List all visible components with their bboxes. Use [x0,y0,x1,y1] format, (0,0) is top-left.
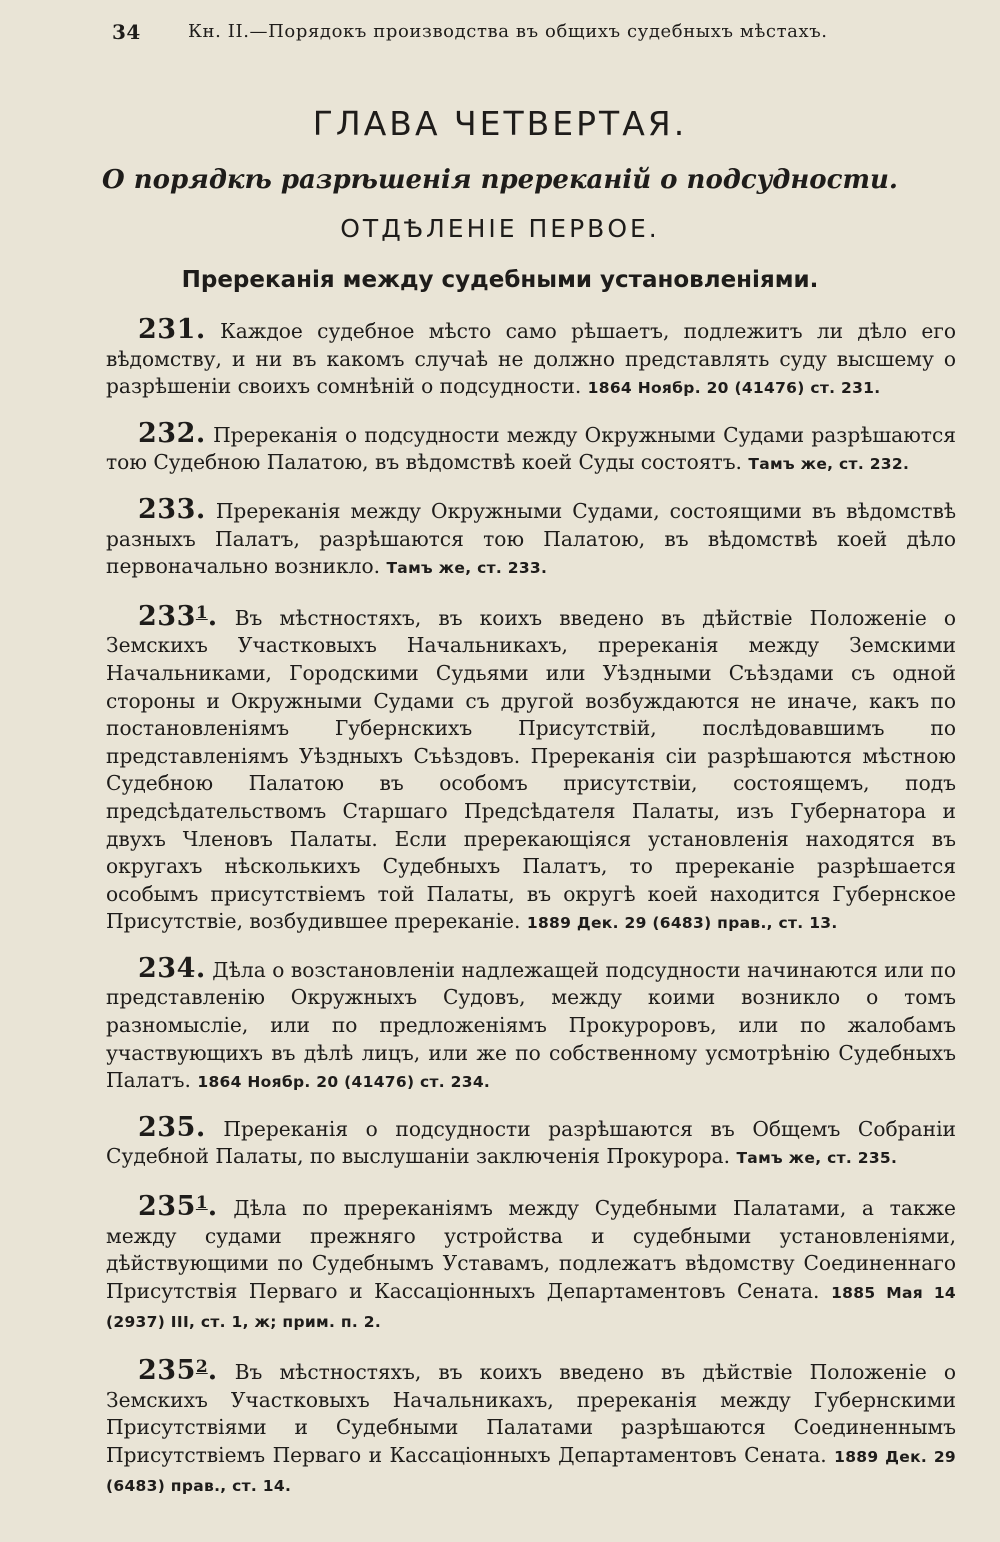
article-text: Пререканія о подсудности разрѣшаются въ Общемъ Собраніи Судебной Палаты, по выслушаніи заключенія Прокурора. [106,1116,956,1169]
section-subtitle: Пререканія между судебными установленіями. [181,267,819,293]
article-text: Въ мѣстностяхъ, въ коихъ введено въ дѣйствіе Положеніе о Земскихъ Участковыхъ Начальникахъ, пререканія между Земскими Начальниками, Городскими Судьями или Уѣздными Съѣздами съ одной стороны и Окружными Судами съ другой возбуждаются не иначе, какъ по постановленіямъ Губернскихъ Присутствій, послѣдовавшимъ по представленіямъ Уѣздныхъ Съѣздовъ. Пререканія сіи разрѣшаются мѣстною Судебною Палатою въ особомъ присутствіи, состоящемъ, подъ предсѣдательствомъ Старшаго Предсѣдателя Палаты, изъ Губернатора и двухъ Членовъ Палаты. Если пререкающіяся установленія находятся въ округахъ нѣсколькихъ Судебныхъ Палатъ, то пререканіе разрѣшается особымъ присутствіемъ той Палаты, въ округѣ коей находится Губернское Присутствіе, возбудившее пререканіе. [106,605,957,934]
article-number: 235. [138,1111,206,1143]
article-text: Пререканія о подсудности между Окружными Судами разрѣшаются тою Судебною Палатою, въ вѣдомствѣ коей Суды состоятъ. [106,422,957,475]
chapter-title: ГЛАВА ЧЕТВЕРТАЯ. [312,104,688,143]
article-text: Дѣла по пререканіямъ между Судебными Палатами, а также между судами прежняго устройства и судебными установленіями, дѣйствующими по Судебнымъ Уставамъ, подлежатъ вѣдомству Соединеннаго Присутствія Перваго и Кассаціонныхъ Департаментовъ Сената. [106,1196,956,1303]
article-234 [106,952,957,1097]
article-232 [106,417,957,479]
page-header [112,20,902,50]
article-citation: 1864 Ноябр. 20 (41476) ст. 231. [587,379,881,398]
article-231 [106,316,956,403]
article-citation: 1889 Дек. 29 (6483) прав., ст. 13. [526,914,838,933]
article-number: $235^2$. [138,1355,218,1386]
article-citation: 1864 Ноябр. 20 (41476) ст. 234. [197,1073,491,1092]
article-233 [106,493,956,583]
article-number: $235^1$. [138,1191,218,1223]
article-superscript: 1 [195,1193,208,1214]
article-citation: Тамъ же, ст. 232. [748,455,910,474]
article-number: 234. [138,952,206,984]
articles-body [106,316,956,1501]
running-title: Кн. II.—Порядокъ производства въ общихъ судебныхъ мѣстахъ. [188,21,828,42]
article-citation: 1889 Дек. 29 (6483) прав., ст. 14. [106,1447,956,1496]
article-number: 232. [138,417,206,449]
article-number: $233^1$. [138,600,218,632]
section-title: ОТДѢЛЕНІЕ ПЕРВОЕ. [340,214,660,243]
article-citation: 1885 Мая 14 (2937) III, ст. 1, ж; прим. п. 2. [106,1283,956,1332]
page-number: 34 [112,20,141,44]
article-235-2 [106,1354,956,1501]
article-233-1 [106,600,956,938]
article-text: Въ мѣстностяхъ, въ коихъ введено въ дѣйствіе Положеніе о Земскихъ Участковыхъ Начальникахъ, пререканія между Губернскими Присутствіями и Судебными Палатами разрѣшаются Соединеннымъ Присутствіемъ Перваго и Кассаціонныхъ Департаментовъ Сената. [106,1360,957,1467]
article-235 [106,1111,956,1173]
article-citation: Тамъ же, ст. 233. [386,559,548,578]
article-citation: Тамъ же, ст. 235. [736,1149,898,1168]
article-superscript: 2 [195,1357,208,1377]
article-superscript: 1 [195,602,208,623]
article-text: Каждое судебное мѣсто само рѣшаетъ, подлежитъ ли дѣло его вѣдомству, и ни въ какомъ случаѣ не должно представлять суду высшему о разрѣшеніи своихъ сомнѣній о подсудности. [106,319,957,399]
article-235-1 [106,1190,956,1337]
article-text: Дѣла о возстановленіи надлежащей подсудности начинаются или по представленію Окружныхъ Судовъ, между коими возникло о томъ разномысліе, или по предложеніямъ Прокуроровъ, или по жалобамъ участвующихъ въ дѣлѣ лицъ, или же по собственному усмотрѣнію Судебныхъ Палатъ. [106,957,957,1093]
article-text: Пререканія между Окружными Судами, состоящими въ вѣдомствѣ разныхъ Палатъ, разрѣшаются тою Палатою, въ вѣдомствѣ коей дѣло первоначально возникло. [106,498,956,579]
article-number: 231. [138,314,206,345]
article-number: 233. [138,493,206,525]
chapter-subtitle: О порядкѣ разрѣшенія пререканій о подсудности. [102,165,898,195]
